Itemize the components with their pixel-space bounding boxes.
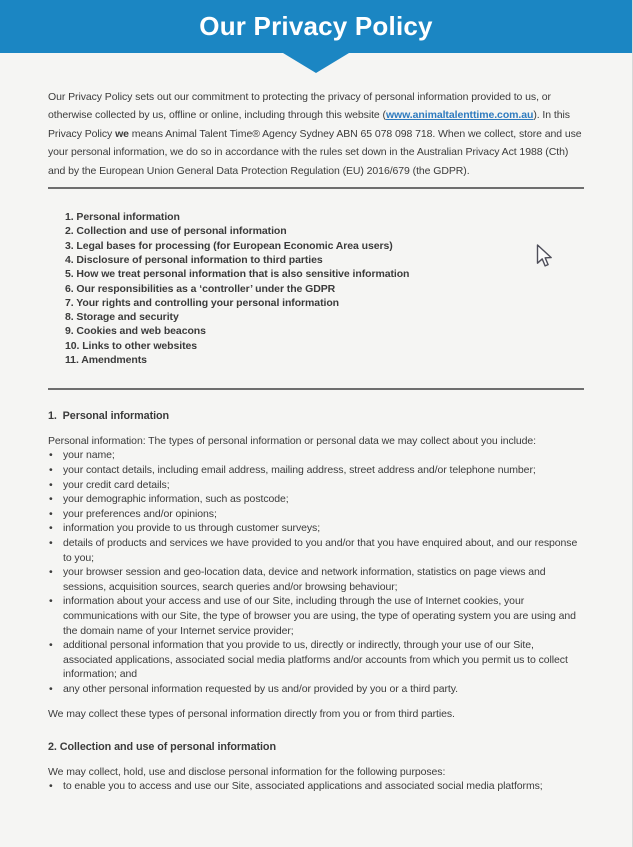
list-item: • additional personal information that you provide to us, directly or indirectly, through your use of our Site, associated applications, associated social media platforms and/or accounts from which you permit us to collect information; and bbox=[48, 638, 584, 682]
page-title: Our Privacy Policy bbox=[199, 11, 433, 41]
horizontal-rule-top bbox=[48, 187, 584, 189]
section-2-heading: 2. Collection and use of personal information bbox=[48, 741, 276, 754]
page-header-band bbox=[0, 0, 632, 53]
intro-text-after-link: ). In this Privacy Policy bbox=[48, 109, 570, 140]
list-item: • your credit card details; bbox=[48, 478, 584, 493]
list-item: • information you provide to us through customer surveys; bbox=[48, 521, 584, 536]
list-item: • your preferences and/or opinions; bbox=[48, 507, 584, 522]
toc-item-4: 4. Disclosure of personal information to third parties bbox=[65, 253, 323, 266]
list-item: • to enable you to access and use our Site, associated applications and associated social media platforms; bbox=[48, 779, 584, 794]
section-1-closing: We may collect these types of personal information directly from you or from third parties. bbox=[48, 707, 455, 720]
toc-item-2: 2. Collection and use of personal information bbox=[65, 225, 287, 238]
list-item: • information about your access and use of our Site, including through the use of Internet cookies, your communications with our Site, the type of browser you are using, the type of operating system you are using and the domain name of your Internet service provider; bbox=[48, 594, 584, 638]
list-item: • your contact details, including email address, mailing address, street address and/or telephone number; bbox=[48, 463, 584, 478]
document-body bbox=[0, 88, 632, 794]
section-1-heading: 1. Personal information bbox=[48, 410, 170, 423]
intro-text-after-we: means Animal Talent Time® Agency Sydney ABN 65 078 098 718. When we collect, store and use your personal information, we do so in accordance with the rules set down in the Australian Privacy Act 1988 (Cth) and by the European Union General Data Protection Regulation (EU) 2016/679 (the GDPR). bbox=[48, 127, 582, 177]
section-2-bullet-list bbox=[48, 779, 584, 794]
intro-text-before-link: Our Privacy Policy sets out our commitment to protecting the privacy of personal information provided to us, or otherwise collected by us, offline or online, including through this website ( bbox=[48, 91, 551, 122]
section-1-intro-line: Personal information: The types of personal information or personal data we may collect about you include: bbox=[48, 434, 537, 447]
list-item: • details of products and services we have provided to you and/or that you have enquired about, and our response to you; bbox=[48, 536, 584, 565]
list-item: • any other personal information requested by us and/or provided by you or a third party. bbox=[48, 682, 584, 697]
toc-item-3: 3. Legal bases for processing (for European Economic Area users) bbox=[65, 239, 393, 252]
intro-paragraph bbox=[48, 88, 584, 180]
website-link[interactable]: www.animaltalenttime.com.au bbox=[385, 109, 534, 122]
list-item: • your name; bbox=[48, 448, 584, 463]
down-chevron-icon bbox=[283, 53, 349, 73]
toc-item-8: 8. Storage and security bbox=[65, 311, 179, 324]
toc-item-6: 6. Our responsibilities as a ‘controller’ under the GDPR bbox=[65, 282, 336, 295]
section-1-bullet-list bbox=[48, 448, 584, 696]
intro-we-bold: we bbox=[115, 127, 129, 140]
toc-item-7: 7. Your rights and controlling your personal information bbox=[65, 296, 339, 309]
list-item: • your browser session and geo-location data, device and network information, statistics on page views and sessions, acquisition sources, search queries and/or browsing behaviour; bbox=[48, 565, 584, 594]
toc-item-10: 10. Links to other websites bbox=[65, 339, 198, 352]
list-item: • your demographic information, such as postcode; bbox=[48, 492, 584, 507]
toc-item-5: 5. How we treat personal information that is also sensitive information bbox=[65, 268, 410, 281]
table-of-contents bbox=[65, 210, 584, 367]
toc-item-9: 9. Cookies and web beacons bbox=[65, 325, 206, 338]
toc-item-11: 11. Amendments bbox=[65, 354, 147, 366]
horizontal-rule-middle bbox=[48, 388, 584, 390]
toc-item-1: 1. Personal information bbox=[65, 211, 180, 224]
section-2-intro-line: We may collect, hold, use and disclose personal information for the following purposes: bbox=[48, 765, 446, 778]
